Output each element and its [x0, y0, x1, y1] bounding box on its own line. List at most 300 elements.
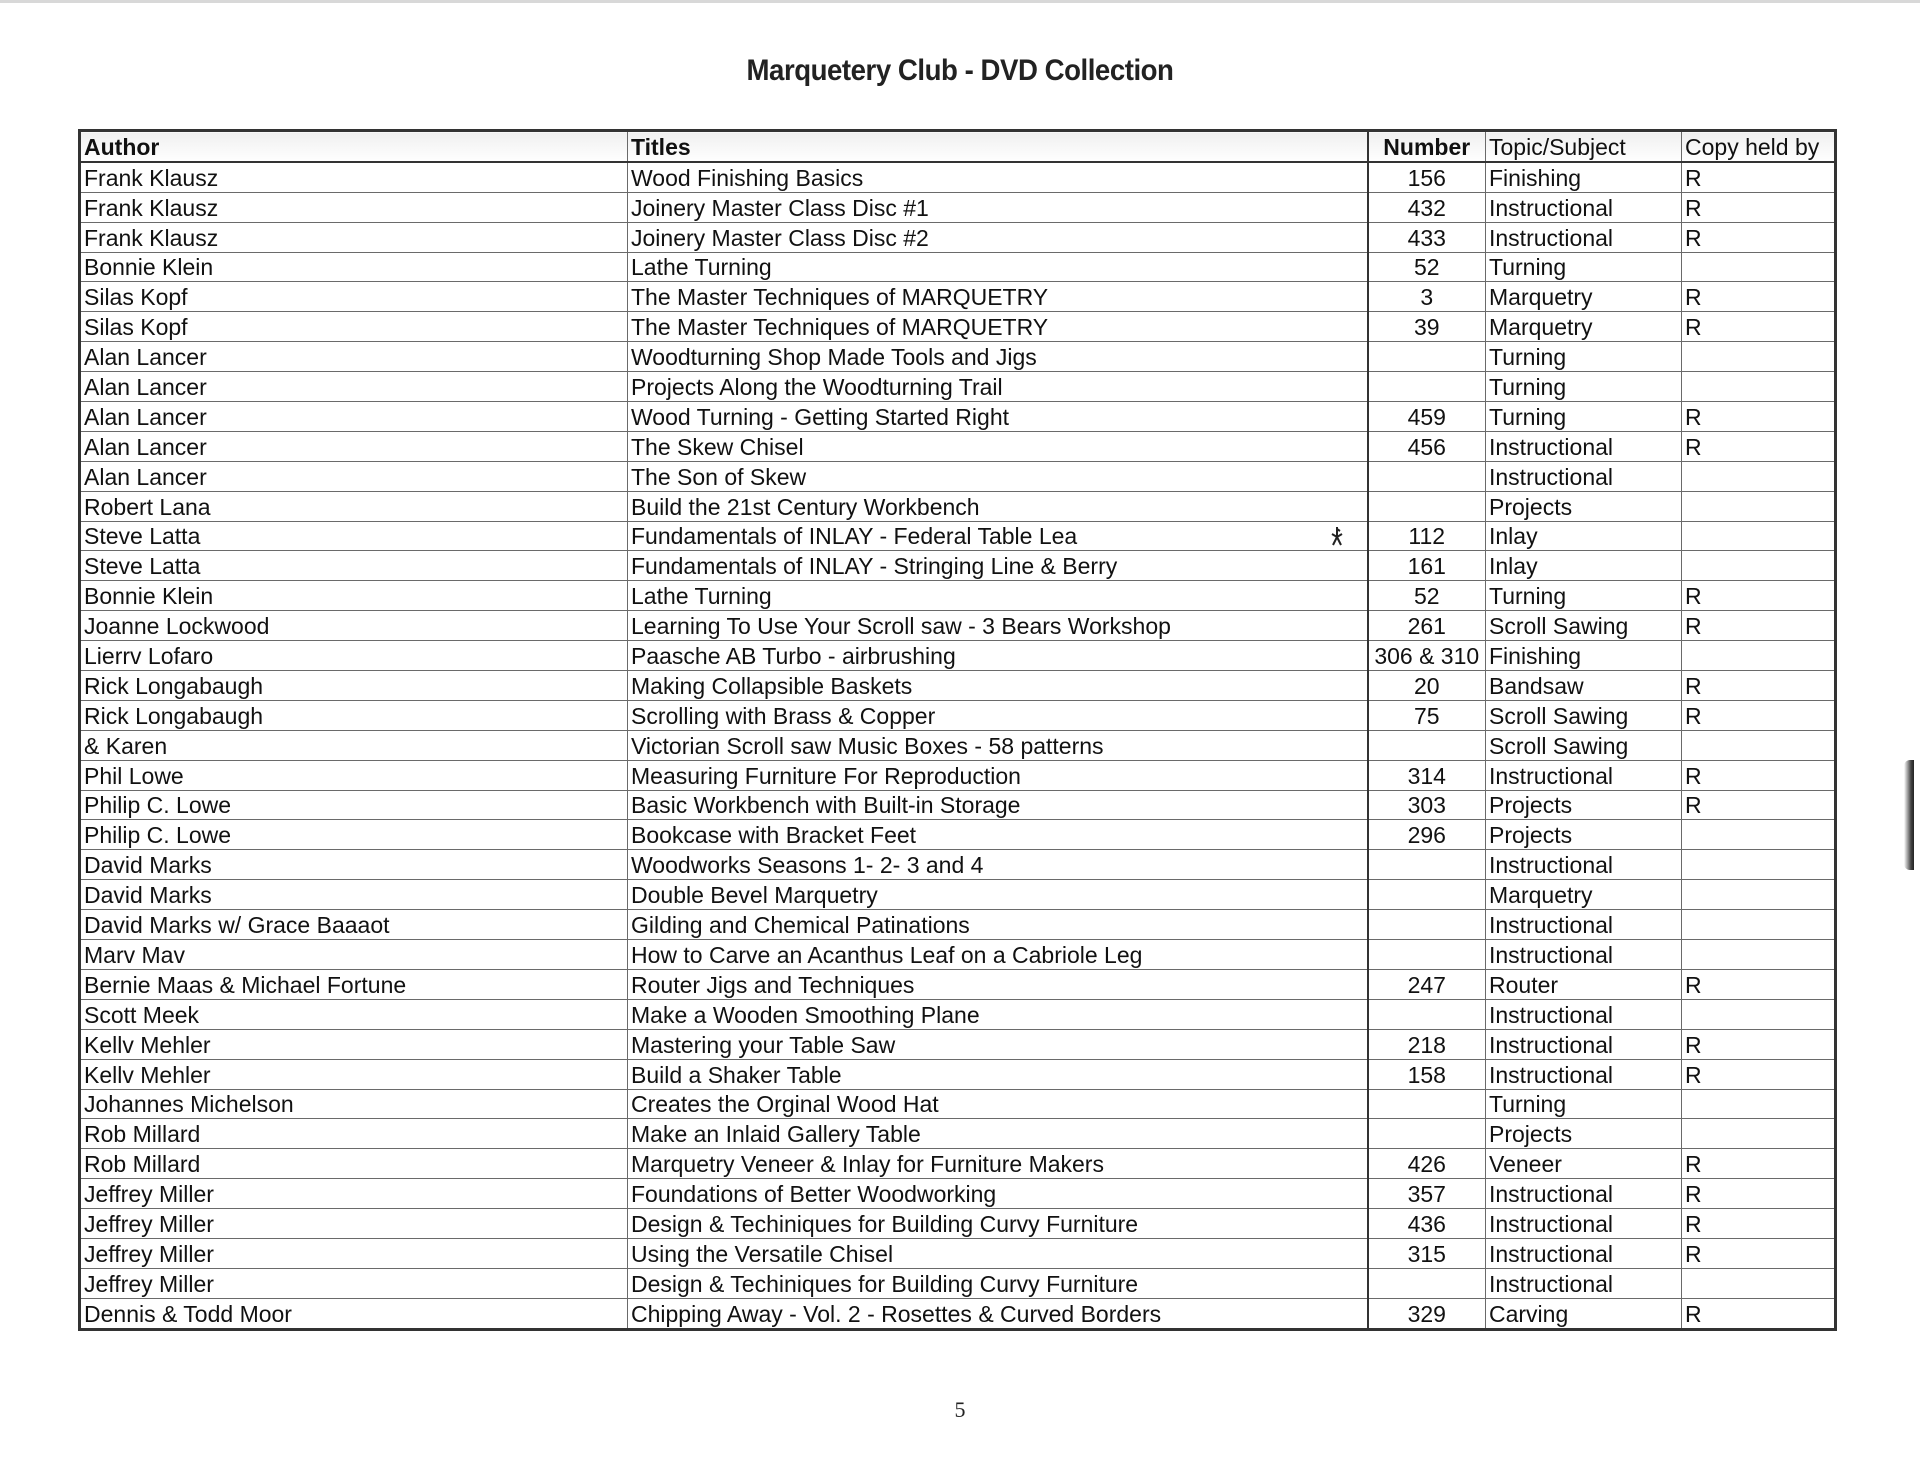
- author-cell: [80, 1179, 628, 1209]
- title-cell: [628, 790, 1368, 820]
- topic-cell: [1486, 1149, 1682, 1179]
- number-cell: [1368, 910, 1486, 940]
- page-number: 5: [954, 1397, 966, 1422]
- table-row: [80, 402, 1836, 432]
- author-cell-text: Rob Millard: [84, 1121, 201, 1148]
- copy-held-by-cell-text: R: [1685, 583, 1702, 610]
- title-cell-text: Fundamentals of INLAY - Stringing Line & Berry: [631, 553, 1118, 580]
- table-row: [80, 1298, 1836, 1329]
- copy-held-by-cell: [1682, 1298, 1836, 1329]
- number-cell: [1368, 850, 1486, 880]
- author-cell-text: Jeffrey Miller: [84, 1240, 214, 1267]
- author-cell-text: Philip C. Lowe: [84, 792, 232, 819]
- number-cell: [1368, 1089, 1486, 1119]
- number-cell-text: 314: [1407, 762, 1446, 789]
- author-cell: [80, 1149, 628, 1179]
- scan-page-edge-shadow: [1904, 760, 1914, 870]
- number-cell-text: 161: [1407, 553, 1446, 580]
- title-cell: [628, 461, 1368, 491]
- table-row: [80, 521, 1836, 551]
- author-cell: [80, 760, 628, 790]
- author-cell-text: Kellv Mehler: [84, 1061, 211, 1088]
- topic-cell: [1486, 461, 1682, 491]
- table-row: [80, 820, 1836, 850]
- author-cell-text: Silas Kopf: [84, 284, 188, 311]
- number-cell: [1368, 641, 1486, 671]
- number-cell: [1368, 671, 1486, 701]
- topic-cell: [1486, 1209, 1682, 1239]
- title-cell: [628, 999, 1368, 1029]
- title-cell-text: Basic Workbench with Built-in Storage: [631, 792, 1021, 819]
- number-cell: [1368, 192, 1486, 222]
- table-row: [80, 581, 1836, 611]
- number-cell-text: 39: [1413, 314, 1440, 341]
- number-cell-text: 433: [1407, 224, 1446, 251]
- title-cell-text: Creates the Orginal Wood Hat: [631, 1091, 939, 1118]
- title-cell: [628, 1209, 1368, 1239]
- author-cell: [80, 1059, 628, 1089]
- topic-cell-text: Turning: [1489, 403, 1567, 430]
- page-title: Marquetery Club - DVD Collection: [746, 54, 1174, 87]
- table-row: [80, 880, 1836, 910]
- topic-cell-text: Instructional: [1489, 762, 1614, 789]
- topic-cell: [1486, 850, 1682, 880]
- table-row: [80, 312, 1836, 342]
- copy-held-by-cell-text: R: [1685, 613, 1702, 640]
- copy-held-by-cell-text: R: [1685, 762, 1702, 789]
- copy-held-by-cell-text: R: [1685, 1181, 1702, 1208]
- title-cell: [628, 611, 1368, 641]
- author-cell: [80, 880, 628, 910]
- title-cell-text: Chipping Away - Vol. 2 - Rosettes & Curved Borders: [631, 1300, 1162, 1327]
- copy-held-by-cell: [1682, 162, 1836, 192]
- topic-cell-text: Instructional: [1489, 1210, 1614, 1237]
- number-cell: [1368, 342, 1486, 372]
- title-cell-text: Making Collapsible Baskets: [631, 672, 913, 699]
- copy-held-by-cell: [1682, 282, 1836, 312]
- table-row: [80, 162, 1836, 192]
- number-cell: [1368, 1059, 1486, 1089]
- table-row: [80, 1089, 1836, 1119]
- table-row: [80, 192, 1836, 222]
- author-cell: [80, 1089, 628, 1119]
- copy-held-by-cell: [1682, 252, 1836, 282]
- title-cell-text: Build a Shaker Table: [631, 1061, 842, 1088]
- topic-cell: [1486, 760, 1682, 790]
- topic-cell: [1486, 431, 1682, 461]
- number-cell: [1368, 252, 1486, 282]
- table-row: [80, 969, 1836, 999]
- topic-cell-text: Instructional: [1489, 463, 1614, 490]
- author-cell: [80, 312, 628, 342]
- topic-cell: [1486, 1089, 1682, 1119]
- title-cell: [628, 1238, 1368, 1268]
- author-cell-text: Alan Lancer: [84, 463, 207, 490]
- table-row: [80, 1209, 1836, 1239]
- author-cell-text: Rick Longabaugh: [84, 702, 264, 729]
- number-cell: [1368, 402, 1486, 432]
- topic-cell-text: Inlay: [1489, 553, 1538, 580]
- title-cell-text: Gilding and Chemical Patinations: [631, 912, 970, 939]
- table-row: [80, 1059, 1836, 1089]
- copy-held-by-cell: [1682, 342, 1836, 372]
- copy-held-by-cell: [1682, 760, 1836, 790]
- copy-held-by-cell-text: R: [1685, 1210, 1702, 1237]
- number-cell: [1368, 1209, 1486, 1239]
- copy-held-by-cell-text: R: [1685, 672, 1702, 699]
- author-cell: [80, 1119, 628, 1149]
- topic-cell-text: Finishing: [1489, 643, 1582, 670]
- title-cell-text: Fundamentals of INLAY - Federal Table Lea: [631, 523, 1078, 550]
- title-cell-text: Bookcase with Bracket Feet: [631, 822, 917, 849]
- title-cell-text: Lathe Turning: [631, 254, 772, 281]
- table-row: [80, 431, 1836, 461]
- table-row: [80, 551, 1836, 581]
- title-cell-text: Design & Techiniques for Building Curvy Furniture: [631, 1270, 1139, 1297]
- author-cell-text: Robert Lana: [84, 493, 211, 520]
- topic-cell-text: Instructional: [1489, 1031, 1614, 1058]
- dvd-collection-table: [78, 129, 1837, 1331]
- table-row: [80, 760, 1836, 790]
- title-cell-text: Make an Inlaid Gallery Table: [631, 1121, 921, 1148]
- number-cell: [1368, 969, 1486, 999]
- title-cell-text: Foundations of Better Woodworking: [631, 1181, 997, 1208]
- author-cell: [80, 611, 628, 641]
- number-cell: [1368, 611, 1486, 641]
- topic-cell: [1486, 581, 1682, 611]
- author-cell-text: Phil Lowe: [84, 762, 184, 789]
- topic-cell-text: Carving: [1489, 1300, 1569, 1327]
- title-cell-text: Build the 21st Century Workbench: [631, 493, 980, 520]
- author-cell: [80, 999, 628, 1029]
- copy-held-by-cell-text: R: [1685, 702, 1702, 729]
- topic-cell: [1486, 1179, 1682, 1209]
- copy-held-by-cell-text: R: [1685, 284, 1702, 311]
- copy-held-by-cell: [1682, 461, 1836, 491]
- title-cell: [628, 192, 1368, 222]
- title-cell: [628, 342, 1368, 372]
- copy-held-by-cell: [1682, 969, 1836, 999]
- topic-cell: [1486, 192, 1682, 222]
- table-row: [80, 1149, 1836, 1179]
- title-cell-text: Lathe Turning: [631, 583, 772, 610]
- title-cell-text: Design & Techiniques for Building Curvy Furniture: [631, 1210, 1139, 1237]
- copy-held-by-cell: [1682, 940, 1836, 970]
- author-cell-text: Rick Longabaugh: [84, 672, 264, 699]
- author-cell: [80, 162, 628, 192]
- author-cell: [80, 342, 628, 372]
- number-cell: [1368, 312, 1486, 342]
- number-cell: [1368, 700, 1486, 730]
- number-cell-text: 436: [1407, 1210, 1446, 1237]
- author-cell: [80, 910, 628, 940]
- author-cell: [80, 551, 628, 581]
- topic-cell: [1486, 611, 1682, 641]
- copy-held-by-cell: [1682, 790, 1836, 820]
- title-cell: [628, 431, 1368, 461]
- author-cell-text: Alan Lancer: [84, 433, 207, 460]
- title-cell: [628, 581, 1368, 611]
- pen-mark-icon: [1329, 525, 1345, 547]
- number-cell: [1368, 372, 1486, 402]
- author-cell-text: Jeffrey Miller: [84, 1181, 214, 1208]
- title-cell-text: Joinery Master Class Disc #1: [631, 194, 929, 221]
- copy-held-by-cell: [1682, 999, 1836, 1029]
- number-cell-text: 432: [1407, 194, 1446, 221]
- topic-cell-text: Projects: [1489, 1121, 1573, 1148]
- author-cell-text: Joanne Lockwood: [84, 613, 270, 640]
- number-cell-text: 158: [1407, 1061, 1446, 1088]
- number-cell-text: 52: [1413, 583, 1440, 610]
- topic-cell: [1486, 880, 1682, 910]
- copy-held-by-cell-text: R: [1685, 224, 1702, 251]
- table-row: [80, 222, 1836, 252]
- topic-cell-text: Instructional: [1489, 194, 1614, 221]
- topic-cell-text: Bandsaw: [1489, 672, 1584, 699]
- author-cell: [80, 700, 628, 730]
- topic-cell-text: Turning: [1489, 1091, 1567, 1118]
- author-cell-text: Bonnie Klein: [84, 583, 214, 610]
- number-cell: [1368, 820, 1486, 850]
- topic-cell: [1486, 282, 1682, 312]
- title-cell: [628, 1089, 1368, 1119]
- title-cell-text: Joinery Master Class Disc #2: [631, 224, 929, 251]
- topic-cell: [1486, 641, 1682, 671]
- table-row: [80, 790, 1836, 820]
- number-cell-text: 261: [1407, 613, 1446, 640]
- topic-cell: [1486, 1059, 1682, 1089]
- table-row: [80, 342, 1836, 372]
- table-row: [80, 999, 1836, 1029]
- topic-cell: [1486, 999, 1682, 1029]
- author-cell-text: Jeffrey Miller: [84, 1270, 214, 1297]
- table-row: [80, 671, 1836, 701]
- author-cell: [80, 1298, 628, 1329]
- topic-cell: [1486, 1119, 1682, 1149]
- author-cell-text: Alan Lancer: [84, 344, 207, 371]
- topic-cell-text: Marquetry: [1489, 314, 1593, 341]
- copy-held-by-cell-text: R: [1685, 1061, 1702, 1088]
- column-header-copy-held-by: Copy held by: [1682, 131, 1836, 162]
- title-cell: [628, 222, 1368, 252]
- table-row: [80, 252, 1836, 282]
- copy-held-by-cell-text: R: [1685, 433, 1702, 460]
- author-cell: [80, 790, 628, 820]
- copy-held-by-cell: [1682, 1059, 1836, 1089]
- author-cell: [80, 491, 628, 521]
- title-cell: [628, 641, 1368, 671]
- author-cell-text: Kellv Mehler: [84, 1031, 211, 1058]
- number-cell-text: 315: [1407, 1240, 1446, 1267]
- copy-held-by-cell: [1682, 910, 1836, 940]
- copy-held-by-cell: [1682, 1179, 1836, 1209]
- author-cell-text: Steve Latta: [84, 553, 201, 580]
- topic-cell: [1486, 551, 1682, 581]
- author-cell: [80, 222, 628, 252]
- topic-cell-text: Instructional: [1489, 1001, 1614, 1028]
- number-cell: [1368, 790, 1486, 820]
- title-cell-text: Scrolling with Brass & Copper: [631, 702, 936, 729]
- title-cell: [628, 1119, 1368, 1149]
- title-cell: [628, 671, 1368, 701]
- number-cell-text: 20: [1413, 672, 1440, 699]
- author-cell-text: Johannes Michelson: [84, 1091, 294, 1118]
- topic-cell-text: Scroll Sawing: [1489, 702, 1629, 729]
- copy-held-by-cell: [1682, 820, 1836, 850]
- copy-held-by-cell-text: R: [1685, 1300, 1702, 1327]
- topic-cell: [1486, 1238, 1682, 1268]
- copy-held-by-cell: [1682, 431, 1836, 461]
- topic-cell-text: Instructional: [1489, 1270, 1614, 1297]
- number-cell: [1368, 491, 1486, 521]
- author-cell: [80, 1238, 628, 1268]
- number-cell: [1368, 581, 1486, 611]
- number-cell-text: 459: [1407, 403, 1446, 430]
- table-row: [80, 641, 1836, 671]
- topic-cell-text: Instructional: [1489, 1181, 1614, 1208]
- copy-held-by-cell: [1682, 312, 1836, 342]
- copy-held-by-cell: [1682, 521, 1836, 551]
- column-header-number: Number: [1368, 131, 1486, 162]
- topic-cell-text: Router: [1489, 971, 1559, 998]
- topic-cell-text: Instructional: [1489, 433, 1614, 460]
- copy-held-by-cell: [1682, 850, 1836, 880]
- table-row: [80, 910, 1836, 940]
- author-cell-text: Frank Klausz: [84, 224, 219, 251]
- number-cell-text: 426: [1407, 1151, 1446, 1178]
- title-cell: [628, 1298, 1368, 1329]
- number-cell-text: 296: [1407, 822, 1446, 849]
- number-cell-text: 156: [1407, 164, 1446, 191]
- topic-cell-text: Turning: [1489, 374, 1567, 401]
- copy-held-by-cell: [1682, 671, 1836, 701]
- table-row: [80, 940, 1836, 970]
- copy-held-by-cell: [1682, 730, 1836, 760]
- author-cell: [80, 461, 628, 491]
- copy-held-by-cell: [1682, 1119, 1836, 1149]
- topic-cell-text: Projects: [1489, 792, 1573, 819]
- author-cell-text: Rob Millard: [84, 1151, 201, 1178]
- title-cell-text: Wood Finishing Basics: [631, 164, 864, 191]
- number-cell-text: 306 & 310: [1374, 643, 1480, 670]
- author-cell: [80, 850, 628, 880]
- title-cell: [628, 760, 1368, 790]
- title-cell: [628, 1029, 1368, 1059]
- author-cell-text: Dennis & Todd Moor: [84, 1300, 292, 1327]
- title-cell-text: Router Jigs and Techniques: [631, 971, 915, 998]
- author-cell: [80, 1268, 628, 1298]
- copy-held-by-cell-text: R: [1685, 403, 1702, 430]
- copy-held-by-cell: [1682, 581, 1836, 611]
- copy-held-by-cell-text: R: [1685, 1031, 1702, 1058]
- author-cell: [80, 192, 628, 222]
- author-cell-text: Philip C. Lowe: [84, 822, 232, 849]
- table-row: [80, 461, 1836, 491]
- table-row: [80, 700, 1836, 730]
- number-cell: [1368, 730, 1486, 760]
- topic-cell: [1486, 1298, 1682, 1329]
- number-cell: [1368, 940, 1486, 970]
- author-cell: [80, 641, 628, 671]
- number-cell: [1368, 1029, 1486, 1059]
- column-header-titles: Titles: [628, 131, 1368, 162]
- title-cell: [628, 551, 1368, 581]
- title-cell-text: Make a Wooden Smoothing Plane: [631, 1001, 980, 1028]
- author-cell: [80, 581, 628, 611]
- number-cell: [1368, 282, 1486, 312]
- title-cell: [628, 969, 1368, 999]
- table-row: [80, 282, 1836, 312]
- number-cell: [1368, 431, 1486, 461]
- title-cell: [628, 402, 1368, 432]
- topic-cell: [1486, 402, 1682, 432]
- author-cell-text: Bernie Maas & Michael Fortune: [84, 971, 407, 998]
- topic-cell: [1486, 222, 1682, 252]
- copy-held-by-cell: [1682, 372, 1836, 402]
- number-cell: [1368, 880, 1486, 910]
- author-cell: [80, 372, 628, 402]
- copy-held-by-cell: [1682, 222, 1836, 252]
- column-header-topic: Topic/Subject: [1486, 131, 1682, 162]
- number-cell-text: 112: [1408, 523, 1446, 550]
- number-cell: [1368, 551, 1486, 581]
- topic-cell: [1486, 372, 1682, 402]
- topic-cell-text: Projects: [1489, 822, 1573, 849]
- title-cell: [628, 730, 1368, 760]
- author-cell-text: Frank Klausz: [84, 164, 219, 191]
- title-cell-text: Using the Versatile Chisel: [631, 1240, 894, 1267]
- copy-held-by-cell-text: R: [1685, 971, 1702, 998]
- table-row: [80, 611, 1836, 641]
- title-cell: [628, 1179, 1368, 1209]
- number-cell: [1368, 1298, 1486, 1329]
- author-cell: [80, 282, 628, 312]
- title-cell-text: The Master Techniques of MARQUETRY: [631, 284, 1049, 311]
- copy-held-by-cell: [1682, 491, 1836, 521]
- author-cell-text: Steve Latta: [84, 523, 201, 550]
- copy-held-by-cell-text: R: [1685, 1240, 1702, 1267]
- author-cell: [80, 969, 628, 999]
- number-cell: [1368, 1149, 1486, 1179]
- topic-cell: [1486, 252, 1682, 282]
- topic-cell-text: Marquetry: [1489, 284, 1593, 311]
- author-cell-text: Alan Lancer: [84, 403, 207, 430]
- author-cell: [80, 431, 628, 461]
- topic-cell-text: Marquetry: [1489, 882, 1593, 909]
- author-cell: [80, 1209, 628, 1239]
- author-cell-text: & Karen: [84, 732, 168, 759]
- topic-cell-text: Instructional: [1489, 941, 1614, 968]
- title-cell: [628, 162, 1368, 192]
- table-row: [80, 1238, 1836, 1268]
- number-cell: [1368, 1179, 1486, 1209]
- title-cell-text: Wood Turning - Getting Started Right: [631, 403, 1009, 430]
- topic-cell-text: Projects: [1489, 493, 1573, 520]
- author-cell-text: Bonnie Klein: [84, 254, 214, 281]
- title-cell: [628, 282, 1368, 312]
- title-cell-text: Paasche AB Turbo - airbrushing: [631, 643, 956, 670]
- title-cell-text: Marquetry Veneer & Inlay for Furniture Makers: [631, 1151, 1104, 1178]
- author-cell-text: Alan Lancer: [84, 374, 207, 401]
- title-cell-text: Double Bevel Marquetry: [631, 882, 878, 909]
- title-cell-text: Learning To Use Your Scroll saw - 3 Bears Workshop: [631, 613, 1171, 640]
- topic-cell-text: Instructional: [1489, 1240, 1614, 1267]
- number-cell-text: 3: [1420, 284, 1434, 311]
- topic-cell-text: Turning: [1489, 254, 1567, 281]
- author-cell: [80, 1029, 628, 1059]
- author-cell: [80, 940, 628, 970]
- number-cell-text: 456: [1407, 433, 1446, 460]
